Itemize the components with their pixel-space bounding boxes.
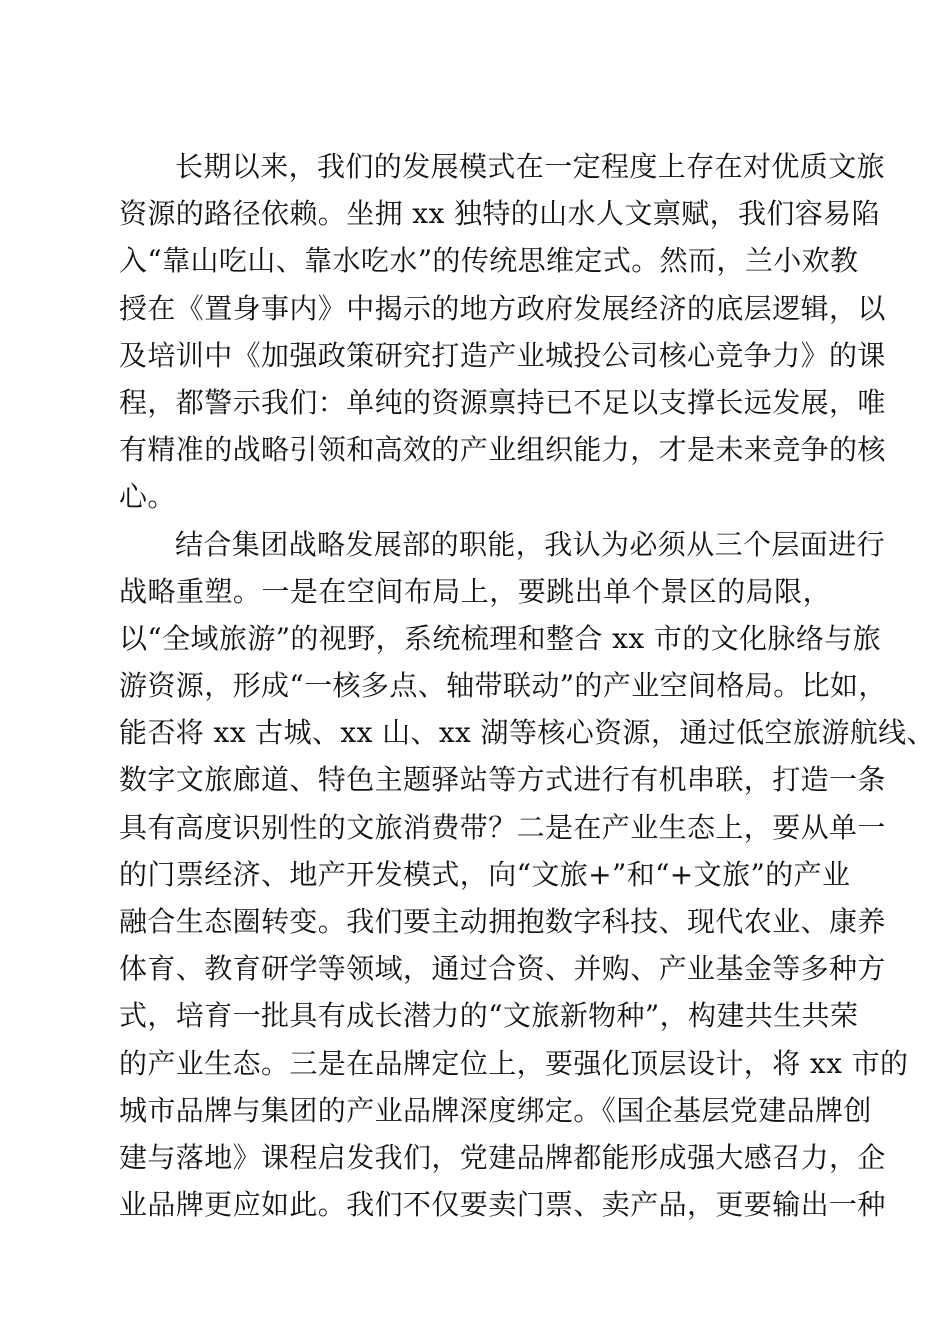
paragraph-line: 心。	[119, 480, 176, 514]
paragraph-line: 长期以来，我们的发展模式在一定程度上存在对优质文旅	[175, 150, 886, 183]
document-body	[119, 143, 935, 1228]
paragraph-line: 城市品牌与集团的产业品牌深度绑定。《国企基层党建品牌创	[119, 1093, 872, 1127]
paragraph-line: 体育、教育研学等领域，通过合资、并购、产业基金等多种方	[119, 952, 886, 986]
paragraph-line: 授在《置身事内》中揭示的地方政府发展经济的底层逻辑，以	[119, 291, 886, 325]
paragraph-line: 的门票经济、地产开发模式，向“文旅+”和“+文旅”的产业	[119, 857, 851, 891]
paragraph-line: 有精准的战略引领和高效的产业组织能力，才是未来竞争的核	[119, 433, 886, 467]
paragraph-line: 以“全域旅游”的视野，系统梳理和整合 xx 市的文化脉络与旅	[119, 621, 882, 655]
paragraph-line: 游资源，形成“一核多点、轴带联动”的产业空间格局。比如，	[119, 669, 887, 703]
paragraph-line: 入“靠山吃山、靠水吃水”的传统思维定式。然而，兰小欢教	[119, 244, 859, 278]
paragraph-line: 程，都警示我们：单纯的资源禀持已不足以支撑长远发展，唯	[119, 385, 886, 419]
paragraph-line: 及培训中《加强政策研究打造产业城投公司核心竞争力》的课	[119, 338, 886, 372]
paragraph-line: 能否将 xx 古城、xx 山、xx 湖等核心资源，通过低空旅游航线、	[119, 716, 935, 750]
paragraph-line: 融合生态圈转变。我们要主动拥抱数字科技、现代农业、康养	[119, 905, 886, 938]
paragraph-1	[119, 143, 886, 521]
paragraph-line: 的产业生态。三是在品牌定位上，要强化顶层设计，将 xx 市的	[119, 1046, 909, 1080]
paragraph-line: 建与落地》课程启发我们，党建品牌都能形成强大感召力，企	[119, 1140, 886, 1174]
paragraph-line: 具有高度识别性的文旅消费带？二是在产业生态上，要从单一	[119, 810, 886, 844]
paragraph-2	[119, 521, 935, 1229]
paragraph-line: 数字文旅廊道、特色主题驿站等方式进行有机串联，打造一条	[119, 763, 886, 797]
paragraph-line: 结合集团战略发展部的职能，我认为必须从三个层面进行	[175, 527, 886, 561]
paragraph-line: 业品牌更应如此。我们不仅要卖门票、卖产品，更要输出一种	[119, 1188, 886, 1222]
paragraph-line: 式，培育一批具有成长潜力的“文旅新物种”，构建共生共荣	[119, 999, 859, 1033]
paragraph-line: 资源的路径依赖。坐拥 xx 独特的山水人文禀赋，我们容易陷	[119, 197, 880, 231]
paragraph-line: 战略重塑。一是在空间布局上，要跳出单个景区的局限，	[119, 574, 831, 608]
